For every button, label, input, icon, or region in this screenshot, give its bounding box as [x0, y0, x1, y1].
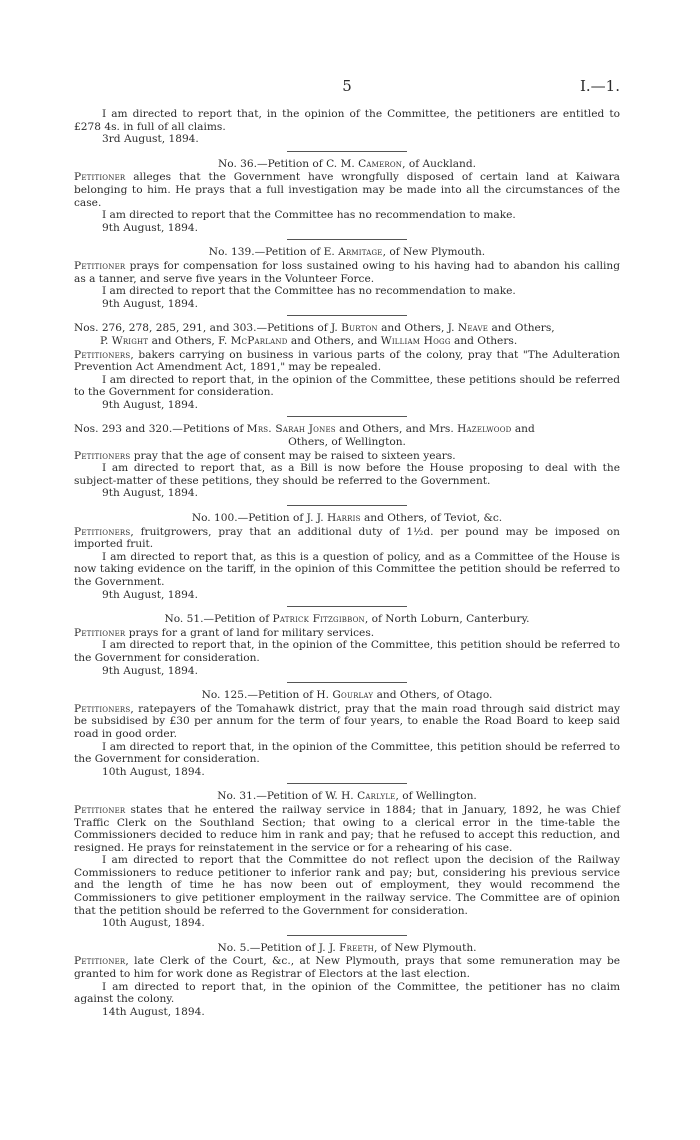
report-date: 9th August, 1894.	[102, 588, 199, 601]
page-number: 5	[342, 77, 352, 95]
petition-section	[74, 158, 620, 235]
report-date: 9th August, 1894.	[102, 398, 199, 411]
petition-heading: No. 51.—Petition of Patrick Fitzgibbon, of North Loburn, Canterbury.	[164, 613, 530, 626]
report-date: 9th August, 1894.	[102, 664, 199, 677]
report-paragraph: I am directed to report that the Committee has no recommendation to make.	[102, 285, 516, 298]
report-paragraph: I am directed to report that, in the opinion of the Committee, the petitioner has no claim against the colony.	[74, 980, 620, 1006]
petition-heading: No. 125.—Petition of H. Gourlay and Others, of Otago.	[201, 689, 493, 702]
petition-section	[74, 942, 620, 1019]
petition-heading: No. 5.—Petition of J. J. Freeth, of New Plymouth.	[217, 941, 477, 954]
report-paragraph: I am directed to report that, in the opinion of the Committee, these petitions should be referred to the Government for consideration.	[74, 373, 620, 399]
petition-section	[74, 108, 620, 146]
petitioner-name: Freeth	[339, 941, 374, 954]
petition-section	[74, 790, 620, 930]
petition-heading: No. 139.—Petition of E. Armitage, of New Plymouth.	[208, 246, 486, 259]
report-date: 3rd August, 1894.	[102, 133, 199, 146]
section-divider	[287, 505, 407, 506]
document-reference: I.—1.	[579, 77, 620, 95]
petition-heading: No. 36.—Petition of C. M. Cameron, of Auckland.	[217, 157, 477, 170]
petition-text: Petitioners, bakers carrying on business in various parts of the colony, pray that "The Adulteration Prevention Act Amendment Act, 1891," may be repealed.	[74, 348, 620, 374]
petitioner-name: Armitage	[338, 246, 383, 259]
report-paragraph: I am directed to report that, as this is a question of policy, and as a Committee of the House is now taking evidence on the tariff, in the opinion of this Committee the petition should be referred to the Government.	[74, 550, 620, 588]
section-divider	[287, 606, 407, 607]
section-divider	[287, 682, 407, 683]
page-header	[74, 77, 620, 100]
page-content	[74, 108, 620, 1018]
section-divider	[287, 416, 407, 417]
report-date: 9th August, 1894.	[102, 221, 199, 234]
petition-text: Petitioners, fruitgrowers, pray that an additional duty of 1½d. per pound may be imposed on imported fruit.	[74, 525, 620, 551]
section-divider	[287, 783, 407, 784]
section-divider	[287, 151, 407, 152]
report-paragraph: I am directed to report that, as a Bill is now before the House proposing to deal with the subject-matter of these petitions, they should be referred to the Government.	[74, 462, 620, 487]
report-date: 10th August, 1894.	[102, 917, 205, 930]
petition-heading: No. 31.—Petition of W. H. Carlyle, of Wellington.	[217, 790, 477, 803]
report-paragraph: I am directed to report that, in the opinion of the Committee, the petitioners are entitled to £278 4s. in full of all claims.	[74, 108, 620, 133]
report-paragraph: I am directed to report that the Committee do not reflect upon the decision of the Railway Commissioners to reduce petitioner to inferior rank and pay; but, considering his previous service and the length of time he has now been out of employment, they would recommend the Commissioners to give petitioner employment in the railway service. The Committee are of opinion that the petition should be referred to the Government for consideration.	[74, 854, 620, 917]
report-paragraph: I am directed to report that, in the opinion of the Committee, this petition should be referred to the Government for consideration.	[74, 740, 620, 766]
petition-section	[74, 613, 620, 677]
petition-heading: Nos. 293 and 320.—Petitions of Mrs. Sarah Jones and Others, and Mrs. Hazelwood and Others, of Wellington.	[74, 423, 535, 449]
petition-text: Petitioner prays for a grant of land for military services.	[74, 626, 375, 639]
petition-section	[74, 689, 620, 778]
report-paragraph: I am directed to report that, in the opinion of the Committee, this petition should be referred to the Government for consideration.	[74, 639, 620, 664]
report-date: 9th August, 1894.	[102, 297, 199, 310]
petition-section	[74, 512, 620, 601]
petition-text: Petitioners pray that the age of consent may be raised to sixteen years.	[74, 449, 456, 462]
petition-text: Petitioners, ratepayers of the Tomahawk district, pray that the main road through said district may be subsidised by £30 per annum for the term of four years, to enable the Road Board to keep said road in good order.	[74, 702, 620, 740]
report-date: 9th August, 1894.	[102, 487, 199, 500]
section-divider	[287, 315, 407, 316]
section-divider	[287, 239, 407, 240]
petition-text: Petitioner states that he entered the railway service in 1884; that in January, 1892, he was Chief Traffic Clerk on the Southland Section; that owing to a clerical error in the time-table the Commissioners decided to reduce him in rank and pay; that he refused to accept this reduction, and resigned. He prays for reinstatement in the service or for a rehearing of his case.	[74, 803, 620, 854]
petitioner-name: Carlyle	[357, 790, 396, 803]
report-date: 10th August, 1894.	[102, 765, 205, 778]
petition-heading: Nos. 276, 278, 285, 291, and 303.—Petitions of J. Burton and Others, J. Neave and Others, P. Wright and Others, F. McParland and Others, and William Hogg and Others.	[74, 322, 555, 347]
petitioner-name: Cameron	[358, 157, 403, 170]
report-paragraph: I am directed to report that the Committee has no recommendation to make.	[102, 209, 516, 222]
petition-text: Petitioner alleges that the Government have wrongfully disposed of certain land at Kaiwara belonging to him. He prays that a full investigation may be made into all the circumstances of the case.	[74, 171, 620, 209]
petition-section	[74, 246, 620, 310]
petition-text: Petitioner prays for compensation for loss sustained owing to his having had to abandon his calling as a tanner, and serve five years in the Volunteer Force.	[74, 259, 620, 285]
section-divider	[287, 935, 407, 936]
petition-heading: No. 100.—Petition of J. J. Harris and Others, of Teviot, &c.	[191, 512, 503, 525]
petitioner-name: Patrick Fitzgibbon	[272, 613, 365, 626]
petition-section	[74, 322, 620, 411]
petitioner-name: Harris	[326, 512, 361, 525]
petition-text: Petitioner, late Clerk of the Court, &c., at New Plymouth, prays that some remuneration may be granted to him for work done as Registrar of Electors at the last election.	[74, 955, 620, 981]
report-date: 14th August, 1894.	[102, 1005, 205, 1018]
petitioner-name: Gourlay	[332, 689, 374, 702]
petition-section	[74, 423, 620, 500]
